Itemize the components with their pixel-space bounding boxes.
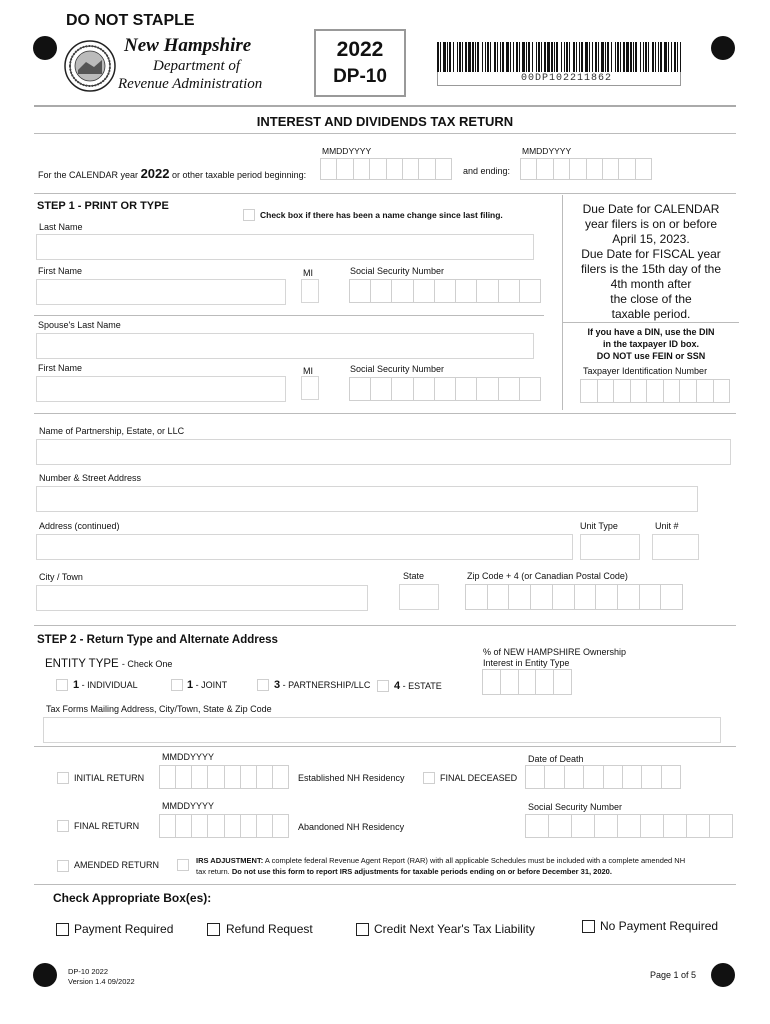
period-end-input[interactable] (520, 158, 652, 180)
irs-title: IRS ADJUSTMENT: (196, 856, 264, 865)
ownership-line: Interest in Entity Type (483, 658, 570, 668)
check-one-text: - Check One (121, 659, 173, 669)
din-line: If you have a DIN, use the DIN (587, 327, 715, 337)
barcode-bar (494, 42, 496, 72)
due-date-text (563, 202, 739, 322)
ssn-input[interactable] (349, 279, 541, 303)
mi-label: MI (303, 268, 313, 278)
city-label: City / Town (39, 572, 83, 582)
barcode-bar (680, 42, 681, 72)
form-title: INTEREST AND DIVIDENDS TAX RETURN (256, 114, 514, 129)
period-beginning-text: or other taxable period beginning: (172, 170, 307, 180)
form-year-box (314, 29, 406, 97)
name-change-checkbox[interactable] (243, 209, 255, 221)
date-of-death-label: Date of Death (528, 754, 584, 764)
period-begin-input[interactable] (320, 158, 452, 180)
last-name-input[interactable] (36, 234, 534, 260)
option-number: 3 (274, 679, 281, 691)
barcode-bar (437, 42, 439, 72)
due-line: the close of the (610, 292, 692, 306)
ownership-line: % of NEW HAMPSHIRE Ownership (483, 647, 627, 657)
payment-required-label: Payment Required (74, 922, 174, 936)
period-year: 2022 (140, 166, 170, 181)
footer-form-code: DP-10 2022 (68, 967, 109, 976)
state-input[interactable] (399, 584, 439, 610)
final-return-label: FINAL RETURN (74, 821, 140, 831)
address2-label: Address (continued) (39, 521, 120, 531)
barcode-bar (592, 42, 593, 72)
first-name-input[interactable] (36, 279, 286, 305)
boxes-title: Check Appropriate Box(es): (53, 891, 212, 905)
final-deceased-checkbox[interactable] (423, 772, 435, 784)
entity-estate-label (394, 680, 442, 692)
mi-input[interactable] (301, 279, 319, 303)
barcode-bar (674, 42, 676, 72)
credit-next-year-label: Credit Next Year's Tax Liability (374, 922, 535, 936)
barcode-bar (453, 42, 454, 72)
zip-input[interactable] (465, 584, 683, 610)
ownership-input[interactable] (482, 669, 572, 695)
due-line: April 15, 2023. (612, 232, 690, 246)
barcode-bar (573, 42, 575, 72)
barcode-bar (566, 42, 568, 72)
form-year: 2022 (336, 38, 384, 61)
period-end-format: MMDDYYYY (522, 146, 572, 156)
irs-warning: Do not use this form to report IRS adjustments for taxable periods ending on or before December 31, 2020. (229, 867, 612, 876)
barcode-bar (620, 42, 621, 72)
street-input[interactable] (36, 486, 698, 512)
divider (34, 413, 736, 414)
initial-return-format: MMDDYYYY (162, 752, 215, 762)
due-line: Due Date for FISCAL year (581, 247, 721, 261)
due-line: 4th month after (610, 277, 692, 291)
barcode-bar (526, 42, 527, 72)
option-number: 4 (394, 680, 401, 692)
mailing-input[interactable] (43, 717, 721, 743)
barcode-bar (652, 42, 654, 72)
barcode-bar (459, 42, 461, 72)
street-label: Number & Street Address (39, 473, 142, 483)
barcode-bar (447, 42, 448, 72)
no-payment-checkbox[interactable] (582, 920, 595, 933)
barcode-bar (547, 42, 550, 72)
barcode-bar (579, 42, 580, 72)
city-input[interactable] (36, 585, 368, 611)
refund-request-checkbox[interactable] (207, 923, 220, 936)
barcode-bar (605, 42, 606, 72)
barcode-bar (585, 42, 588, 72)
barcode-bar (440, 42, 441, 72)
state-name: New Hampshire (124, 35, 252, 56)
initial-return-checkbox[interactable] (57, 772, 69, 784)
barcode-bar (457, 42, 458, 72)
barcode-bar (472, 42, 474, 72)
entity-individual-label (73, 679, 138, 691)
barcode-bar (648, 42, 649, 72)
barcode-text: 00DP102211862 (521, 73, 613, 84)
barcode-bar (500, 42, 501, 72)
abandoned-label: Abandoned NH Residency (298, 822, 405, 832)
option-number: 1 (187, 679, 194, 691)
irs-adjustment-checkbox[interactable] (177, 859, 189, 871)
barcode-bar (615, 42, 616, 72)
spouse-last-name-label: Spouse's Last Name (38, 320, 121, 330)
barcode-bar (475, 42, 476, 72)
divider (34, 193, 736, 194)
spouse-ssn-input[interactable] (349, 377, 541, 401)
barcode-bar (541, 42, 542, 72)
period-begin-format: MMDDYYYY (322, 146, 372, 156)
dept-line2: Revenue Administration (118, 76, 263, 92)
divider (34, 315, 544, 316)
mailing-label: Tax Forms Mailing Address, City/Town, State & Zip Code (46, 704, 272, 714)
barcode-bar (564, 42, 565, 72)
spouse-first-name-label: First Name (38, 363, 83, 373)
entity-partnership-checkbox[interactable] (257, 679, 269, 691)
option-number: 1 (73, 679, 80, 691)
barcode-bar (477, 42, 479, 72)
barcode-bar (630, 42, 632, 72)
zip-label: Zip Code + 4 (or Canadian Postal Code) (467, 571, 628, 581)
barcode (437, 42, 681, 86)
barcode-bar (607, 42, 609, 72)
initial-return-label: INITIAL RETURN (74, 773, 145, 783)
state-seal (64, 40, 116, 92)
entity-joint-checkbox[interactable] (171, 679, 183, 691)
barcode-bar (536, 42, 537, 72)
barcode-bar (519, 42, 520, 72)
due-date-panel (562, 195, 738, 410)
entity-estate-checkbox[interactable] (377, 680, 389, 692)
divider (34, 133, 736, 134)
abandoned-date-input[interactable] (159, 814, 289, 838)
ssn-label: Social Security Number (350, 266, 445, 276)
din-line: in the taxpayer ID box. (602, 339, 700, 349)
entity-individual-checkbox[interactable] (56, 679, 68, 691)
barcode-bar (482, 42, 483, 72)
period-label (38, 166, 306, 181)
barcode-bar (633, 42, 634, 72)
do-not-staple: DO NOT STAPLE (66, 12, 195, 29)
barcode-bar (598, 42, 599, 72)
barcode-bar (487, 42, 489, 72)
entity-joint-label (187, 679, 227, 691)
form-id: DP-10 (333, 66, 387, 87)
final-return-checkbox[interactable] (57, 820, 69, 832)
deceased-ssn-label: Social Security Number (528, 802, 623, 812)
option-text: - JOINT (193, 680, 228, 690)
entity-partnership-label (274, 679, 370, 691)
barcode-bar (617, 42, 619, 72)
established-label: Established NH Residency (298, 773, 405, 783)
spouse-mi-label: MI (303, 366, 313, 376)
barcode-bar (671, 42, 672, 72)
first-name-label: First Name (38, 266, 83, 276)
barcode-bar (449, 42, 451, 72)
barcode-bar (643, 42, 644, 72)
irs-adjustment-text (196, 855, 685, 877)
barcode-bar (611, 42, 612, 72)
state-label: State (403, 571, 425, 581)
registration-mark (33, 36, 57, 60)
barcode-bar (664, 42, 667, 72)
option-text: - ESTATE (400, 681, 442, 691)
barcode-bar (589, 42, 590, 72)
footer-page: Page 1 of 5 (650, 970, 697, 980)
last-name-label: Last Name (39, 222, 83, 232)
step2-title: STEP 2 - Return Type and Alternate Address (37, 634, 278, 646)
barcode-bar (561, 42, 562, 72)
address2-input[interactable] (36, 534, 573, 560)
irs-line2: tax return. (196, 867, 230, 876)
barcode-bar (510, 42, 511, 72)
final-deceased-label: FINAL DECEASED (440, 773, 518, 783)
barcode-bar (528, 42, 530, 72)
unit-no-input[interactable] (652, 534, 699, 560)
spouse-mi-input[interactable] (301, 376, 319, 400)
irs-line1: A complete federal Revenue Agent Report (RAR) with all applicable Schedules must be included with a complete amended NH (263, 856, 686, 865)
partnership-label: Name of Partnership, Estate, or LLC (39, 426, 185, 436)
amended-return-checkbox[interactable] (57, 860, 69, 872)
barcode-bar (513, 42, 514, 72)
barcode-bar (623, 42, 625, 72)
divider (34, 625, 736, 626)
barcode-bar (443, 42, 446, 72)
barcode-bar (554, 42, 555, 72)
barcode-bar (490, 42, 491, 72)
period-ending-label: and ending: (463, 166, 511, 176)
barcode-bar (516, 42, 518, 72)
unit-type-input[interactable] (580, 534, 640, 560)
entity-type-text: ENTITY TYPE (45, 658, 119, 670)
period-calendar-text: For the CALENDAR year (38, 170, 139, 180)
din-note (563, 326, 739, 362)
barcode-bar (569, 42, 570, 72)
registration-mark (33, 963, 57, 987)
due-line: filers is the 15th day of the (580, 262, 722, 276)
barcode-bar (581, 42, 583, 72)
registration-mark (711, 36, 735, 60)
barcode-bar (465, 42, 467, 72)
barcode-bar (532, 42, 533, 72)
barcode-bar (468, 42, 471, 72)
barcode-bar (522, 42, 525, 72)
due-line: year filers is on or before (584, 217, 718, 231)
refund-request-label: Refund Request (226, 922, 313, 936)
barcode-bar (538, 42, 540, 72)
barcode-bar (556, 42, 558, 72)
spouse-ssn-label: Social Security Number (350, 364, 445, 374)
barcode-bar (635, 42, 637, 72)
barcode-bar (645, 42, 647, 72)
spouse-last-name-input[interactable] (36, 333, 534, 359)
name-change-label: Check box if there has been a name change since last filing. (260, 210, 503, 220)
tin-label: Taxpayer Identification Number (583, 366, 708, 376)
din-line: DO NOT use FEIN or SSN (596, 351, 706, 361)
barcode-bar (502, 42, 504, 72)
partnership-input[interactable] (36, 439, 731, 465)
divider (563, 322, 739, 323)
option-text: - INDIVIDUAL (79, 680, 138, 690)
ownership-label (483, 647, 626, 669)
tin-input[interactable] (580, 379, 730, 403)
option-text: - PARTNERSHIP/LLC (280, 680, 371, 690)
divider (34, 884, 736, 885)
barcode-bar (551, 42, 553, 72)
unit-type-label: Unit Type (580, 521, 618, 531)
established-date-input[interactable] (159, 765, 289, 789)
barcode-bar (544, 42, 546, 72)
barcode-bar (655, 42, 656, 72)
deceased-ssn-input[interactable] (525, 814, 733, 838)
barcode-bar (485, 42, 486, 72)
barcode-bar (601, 42, 604, 72)
step1-title: STEP 1 - PRINT OR TYPE (37, 200, 169, 212)
amended-return-label: AMENDED RETURN (74, 860, 160, 870)
barcode-bar (677, 42, 678, 72)
footer-version: Version 1.4 09/2022 (68, 977, 135, 986)
unit-no-label: Unit # (655, 521, 679, 531)
barcode-bar (626, 42, 629, 72)
barcode-bar (595, 42, 597, 72)
spouse-first-name-input[interactable] (36, 376, 286, 402)
entity-type-label (45, 658, 172, 670)
barcode-bar (640, 42, 641, 72)
credit-next-year-checkbox[interactable] (356, 923, 369, 936)
registration-mark (711, 963, 735, 987)
no-payment-label: No Payment Required (600, 919, 719, 933)
divider (34, 746, 736, 747)
barcode-bar (660, 42, 662, 72)
dept-line1: Department of (153, 58, 241, 74)
payment-required-checkbox[interactable] (56, 923, 69, 936)
due-line: Due Date for CALENDAR (582, 202, 720, 216)
barcode-bar (668, 42, 669, 72)
barcode-bar (576, 42, 577, 72)
barcode-bar (658, 42, 659, 72)
barcode-bar (497, 42, 498, 72)
date-of-death-input[interactable] (525, 765, 681, 789)
final-return-format: MMDDYYYY (162, 801, 215, 811)
divider (34, 105, 736, 107)
due-line: taxable period. (611, 307, 691, 321)
barcode-bar (506, 42, 509, 72)
barcode-bar (462, 42, 463, 72)
